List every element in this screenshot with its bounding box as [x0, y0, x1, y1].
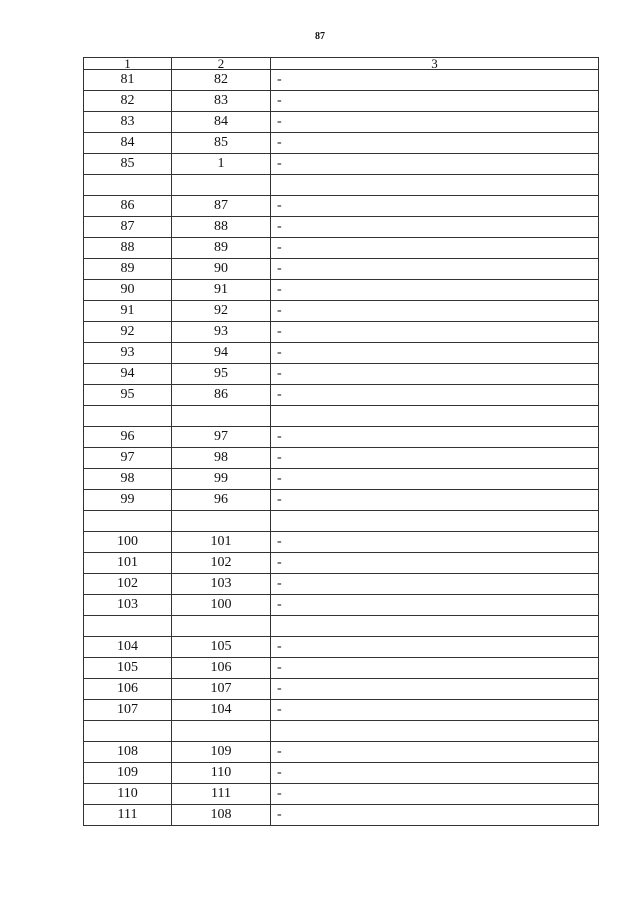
page-number: 87	[315, 31, 325, 42]
table-row	[84, 532, 599, 553]
table-cell-col-2: 102	[172, 553, 271, 574]
table-cell-col-3: -	[271, 364, 599, 385]
table-cell-col-1: 110	[84, 784, 172, 805]
table-cell-col-1	[84, 406, 172, 427]
table-cell-col-2	[172, 721, 271, 742]
table-cell-col-2: 88	[172, 217, 271, 238]
table-cell-col-2: 100	[172, 595, 271, 616]
table-cell-col-2: 109	[172, 742, 271, 763]
table-cell-col-1: 84	[84, 133, 172, 154]
table-cell-col-3: -	[271, 322, 599, 343]
table-row	[84, 406, 599, 427]
table-row	[84, 133, 599, 154]
table-row	[84, 175, 599, 196]
table-cell-col-3: -	[271, 490, 599, 511]
table-row	[84, 196, 599, 217]
table-row	[84, 616, 599, 637]
table-cell-col-1	[84, 616, 172, 637]
table-cell-col-3: -	[271, 133, 599, 154]
table-cell-col-2: 93	[172, 322, 271, 343]
table-cell-col-1: 90	[84, 280, 172, 301]
table-cell-col-1: 94	[84, 364, 172, 385]
table-cell-col-1: 86	[84, 196, 172, 217]
table-cell-col-1: 92	[84, 322, 172, 343]
table-cell-col-3	[271, 511, 599, 532]
table-cell-col-3	[271, 721, 599, 742]
table-cell-col-2: 97	[172, 427, 271, 448]
table-row	[84, 343, 599, 364]
table-row	[84, 805, 599, 826]
table-cell-col-2: 85	[172, 133, 271, 154]
table-row	[84, 91, 599, 112]
table-cell-col-3: -	[271, 658, 599, 679]
table-cell-col-1: 104	[84, 637, 172, 658]
table-cell-col-3: -	[271, 595, 599, 616]
table-row	[84, 574, 599, 595]
table-cell-col-3: -	[271, 343, 599, 364]
table-cell-col-3: -	[271, 112, 599, 133]
table-cell-col-2: 92	[172, 301, 271, 322]
table-cell-col-3: -	[271, 196, 599, 217]
table-row	[84, 490, 599, 511]
table-row	[84, 511, 599, 532]
table-cell-col-1	[84, 511, 172, 532]
table-cell-col-1: 95	[84, 385, 172, 406]
table-cell-col-3: -	[271, 469, 599, 490]
table-cell-col-3	[271, 616, 599, 637]
table-cell-col-1	[84, 175, 172, 196]
table-cell-col-3: -	[271, 238, 599, 259]
table-row	[84, 595, 599, 616]
table-cell-col-2	[172, 175, 271, 196]
table-cell-col-2	[172, 616, 271, 637]
table-cell-col-2: 91	[172, 280, 271, 301]
table-cell-col-2: 95	[172, 364, 271, 385]
table-cell-col-1: 105	[84, 658, 172, 679]
table-cell-col-3: -	[271, 448, 599, 469]
table-cell-col-2: 99	[172, 469, 271, 490]
column-header-3: 3	[271, 58, 599, 70]
table-row	[84, 217, 599, 238]
table-cell-col-1: 93	[84, 343, 172, 364]
table-row	[84, 427, 599, 448]
table-cell-col-2: 83	[172, 91, 271, 112]
table-cell-col-1: 98	[84, 469, 172, 490]
table-cell-col-2: 103	[172, 574, 271, 595]
table-cell-col-2	[172, 406, 271, 427]
table-cell-col-3: -	[271, 217, 599, 238]
table-cell-col-3: -	[271, 700, 599, 721]
table-row	[84, 469, 599, 490]
table-cell-col-3: -	[271, 805, 599, 826]
table-row	[84, 553, 599, 574]
table-row	[84, 259, 599, 280]
table-row	[84, 70, 599, 91]
table-cell-col-3: -	[271, 385, 599, 406]
table-cell-col-3	[271, 406, 599, 427]
table-cell-col-3: -	[271, 91, 599, 112]
table-row	[84, 637, 599, 658]
table-cell-col-2	[172, 511, 271, 532]
table-row	[84, 784, 599, 805]
table-cell-col-2: 94	[172, 343, 271, 364]
table-cell-col-2: 84	[172, 112, 271, 133]
table-cell-col-3: -	[271, 553, 599, 574]
table-cell-col-1: 102	[84, 574, 172, 595]
table-cell-col-2: 90	[172, 259, 271, 280]
table-cell-col-2: 105	[172, 637, 271, 658]
table-cell-col-1: 97	[84, 448, 172, 469]
table-cell-col-2: 106	[172, 658, 271, 679]
table-cell-col-2: 104	[172, 700, 271, 721]
table-cell-col-2: 98	[172, 448, 271, 469]
table-cell-col-2: 86	[172, 385, 271, 406]
table-cell-col-2: 96	[172, 490, 271, 511]
table-cell-col-2: 111	[172, 784, 271, 805]
table-cell-col-3: -	[271, 259, 599, 280]
table-cell-col-2: 101	[172, 532, 271, 553]
table-cell-col-1: 107	[84, 700, 172, 721]
table-cell-col-1: 96	[84, 427, 172, 448]
table-cell-col-1: 82	[84, 91, 172, 112]
table-cell-col-1: 108	[84, 742, 172, 763]
table-cell-col-1: 89	[84, 259, 172, 280]
table-row	[84, 721, 599, 742]
table-cell-col-3: -	[271, 280, 599, 301]
table-cell-col-3: -	[271, 679, 599, 700]
table-cell-col-1: 91	[84, 301, 172, 322]
table-row	[84, 154, 599, 175]
table-cell-col-3: -	[271, 784, 599, 805]
table-row	[84, 385, 599, 406]
table-cell-col-2: 107	[172, 679, 271, 700]
data-table	[83, 57, 599, 826]
table-cell-col-1: 101	[84, 553, 172, 574]
table-cell-col-2: 1	[172, 154, 271, 175]
table-cell-col-3: -	[271, 763, 599, 784]
table-row	[84, 364, 599, 385]
table-cell-col-1: 83	[84, 112, 172, 133]
table-cell-col-3: -	[271, 742, 599, 763]
table-cell-col-1: 109	[84, 763, 172, 784]
table-row	[84, 280, 599, 301]
table-cell-col-3: -	[271, 574, 599, 595]
table-body	[84, 70, 599, 826]
table-cell-col-2: 82	[172, 70, 271, 91]
table-cell-col-1: 99	[84, 490, 172, 511]
table-cell-col-3: -	[271, 70, 599, 91]
table-cell-col-3: -	[271, 154, 599, 175]
table-row	[84, 658, 599, 679]
table-cell-col-3: -	[271, 427, 599, 448]
table-row	[84, 763, 599, 784]
table-cell-col-1: 87	[84, 217, 172, 238]
table-cell-col-1: 85	[84, 154, 172, 175]
table-cell-col-1: 81	[84, 70, 172, 91]
table-cell-col-1: 103	[84, 595, 172, 616]
table-cell-col-3	[271, 175, 599, 196]
table-row	[84, 301, 599, 322]
table-cell-col-3: -	[271, 301, 599, 322]
table-cell-col-1: 100	[84, 532, 172, 553]
column-header-2: 2	[172, 58, 271, 70]
table-cell-col-1: 106	[84, 679, 172, 700]
table-row	[84, 742, 599, 763]
table-row	[84, 322, 599, 343]
table-cell-col-1: 88	[84, 238, 172, 259]
table-cell-col-3: -	[271, 637, 599, 658]
table-row	[84, 112, 599, 133]
column-header-1: 1	[84, 58, 172, 70]
table-cell-col-2: 108	[172, 805, 271, 826]
table-cell-col-1: 111	[84, 805, 172, 826]
table-cell-col-2: 87	[172, 196, 271, 217]
table-cell-col-2: 89	[172, 238, 271, 259]
table-row	[84, 700, 599, 721]
table-cell-col-1	[84, 721, 172, 742]
table-row	[84, 679, 599, 700]
table-row	[84, 448, 599, 469]
table-row	[84, 238, 599, 259]
table-cell-col-2: 110	[172, 763, 271, 784]
table-cell-col-3: -	[271, 532, 599, 553]
header-row	[84, 58, 599, 70]
